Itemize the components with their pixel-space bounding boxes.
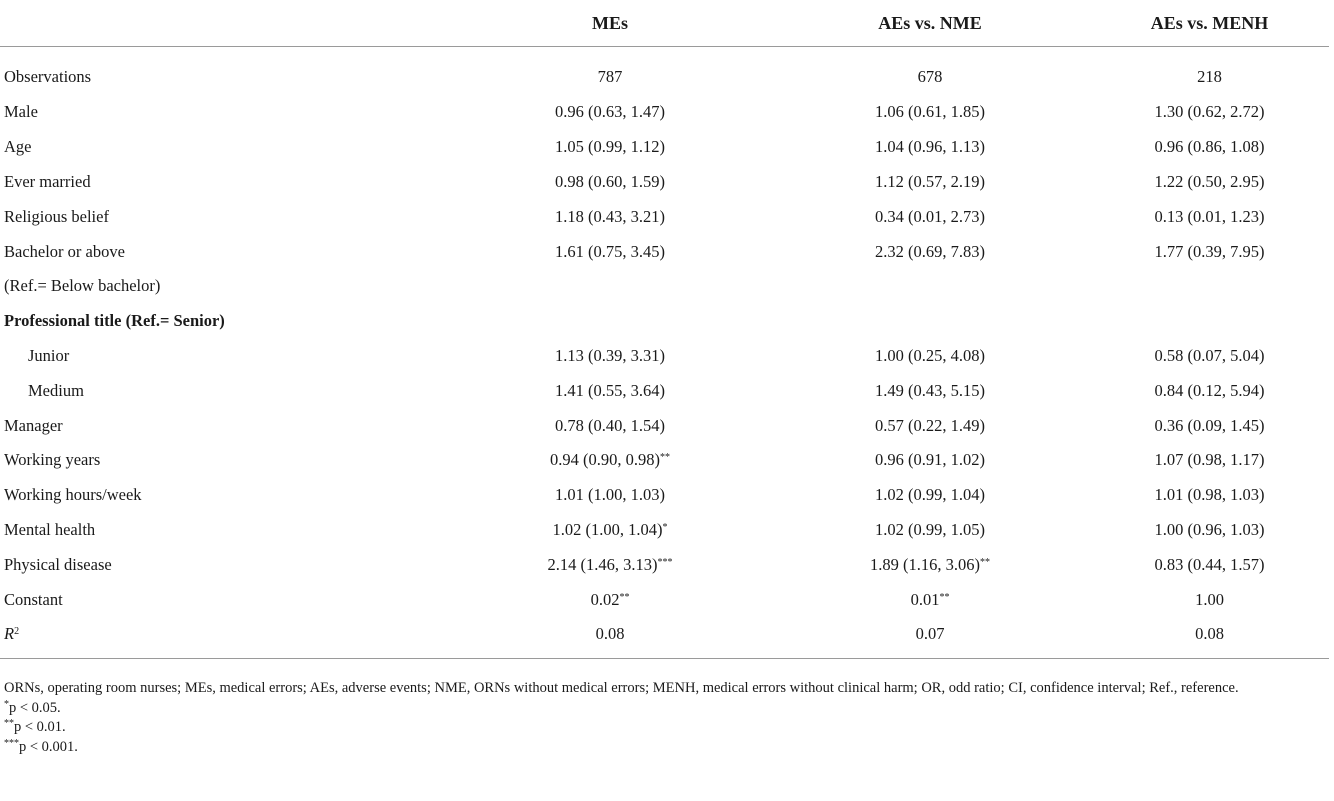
table-row [0,269,1329,304]
cell-value: 2.14 (1.46, 3.13) [547,554,658,574]
table-footnotes [4,679,1330,757]
cell-aes-vs-menh [1090,339,1329,374]
row-label-text: Mental health [4,519,96,539]
cell-aes-vs-menh [1090,617,1329,658]
cell-value: 0.57 (0.22, 1.49) [875,415,985,435]
row-label [0,617,450,658]
cell-aes-vs-menh [1090,408,1329,443]
cell-aes-vs-nme [770,199,1090,234]
row-label [0,234,450,269]
header-aes-vs-nme: AEs vs. NME [770,0,1090,47]
table-row [0,95,1329,130]
footnote-text: p < 0.001. [19,738,78,755]
row-label [0,47,450,96]
cell-value: 0.78 (0.40, 1.54) [555,415,665,435]
significance-mark: * [662,521,668,533]
row-label-text: Ever married [4,171,91,191]
cell-aes-vs-menh [1090,547,1329,582]
cell-value: 0.08 [595,624,625,644]
cell-aes-vs-nme [770,95,1090,130]
cell-value: 1.00 (0.25, 4.08) [875,345,985,365]
footnote-mark: *** [4,737,19,749]
row-label [0,199,450,234]
cell-aes-vs-nme [770,130,1090,165]
cell-value: 0.01 [910,589,940,609]
row-label [0,165,450,200]
cell-aes-vs-nme [770,478,1090,513]
cell-mes [450,478,770,513]
cell-value: 1.89 (1.16, 3.06) [870,554,980,574]
cell-value: 1.07 (0.98, 1.17) [1154,450,1265,470]
cell-mes [450,617,770,658]
row-label [0,304,450,339]
cell-mes [450,443,770,478]
cell-aes-vs-menh [1090,304,1329,339]
cell-aes-vs-menh [1090,269,1329,304]
table-row [0,165,1329,200]
table-row [0,130,1329,165]
row-label-text: Junior [28,345,70,365]
significance-mark: ** [660,452,670,464]
table-row [0,478,1329,513]
table-row [0,443,1329,478]
table-row [0,617,1329,658]
header-variable [0,0,450,47]
cell-value: 1.05 (0.99, 1.12) [555,137,665,157]
table-row [0,513,1329,548]
cell-value: 0.96 (0.63, 1.47) [555,102,665,122]
row-label-text: Working hours/week [4,485,142,505]
cell-value: 1.02 (0.99, 1.04) [875,485,985,505]
cell-value: 1.22 (0.50, 2.95) [1154,171,1265,191]
cell-aes-vs-nme [770,617,1090,658]
table-header-row [0,0,1329,47]
row-label [0,373,450,408]
row-label-text: Male [4,102,38,122]
table-row [0,547,1329,582]
cell-aes-vs-nme [770,165,1090,200]
cell-aes-vs-nme [770,582,1090,617]
row-label-text: Manager [4,415,63,435]
cell-mes [450,408,770,443]
cell-aes-vs-menh [1090,95,1329,130]
cell-value: 1.49 (0.43, 5.15) [875,380,985,400]
cell-value: 1.04 (0.96, 1.13) [875,137,985,157]
cell-aes-vs-nme [770,269,1090,304]
row-label [0,513,450,548]
cell-mes [450,47,770,96]
significance-mark: *** [657,556,673,568]
cell-aes-vs-menh [1090,199,1329,234]
footnote-text: p < 0.01. [14,719,66,735]
cell-value: 0.96 (0.91, 1.02) [875,450,985,470]
table-row [0,199,1329,234]
row-label-text: Bachelor or above [4,241,125,261]
cell-value: 0.08 [1195,624,1224,644]
table-row [0,373,1329,408]
row-label-text: Physical disease [4,554,112,574]
row-label-text: Constant [4,589,63,609]
significance-mark: ** [939,591,950,603]
cell-mes [450,199,770,234]
cell-value: 0.36 (0.09, 1.45) [1154,415,1265,435]
header-aes-vs-menh: AEs vs. MENH [1090,0,1329,47]
row-label-text: R [4,624,15,644]
cell-value: 0.94 (0.90, 0.98) [550,450,660,470]
cell-mes [450,339,770,374]
significance-mark: ** [619,591,630,603]
cell-value: 1.18 (0.43, 3.21) [555,206,665,226]
cell-value: 0.34 (0.01, 2.73) [875,206,985,226]
row-label [0,582,450,617]
cell-aes-vs-nme [770,304,1090,339]
footnote-abbreviations: ORNs, operating room nurses; MEs, medical errors; AEs, adverse events; NME, ORNs without medical errors; MENH, medical errors without clinical harm; OR, odd ratio; CI, confidence interval; Ref., reference. [4,680,1239,696]
cell-value: 0.07 [915,624,945,644]
header-mes: MEs [450,0,770,47]
cell-value: 0.83 (0.44, 1.57) [1154,554,1265,574]
cell-aes-vs-nme [770,234,1090,269]
row-label-text: Religious belief [4,206,109,226]
cell-aes-vs-menh [1090,47,1329,96]
cell-mes [450,582,770,617]
cell-value: 1.61 (0.75, 3.45) [555,241,665,261]
cell-value: 0.02 [590,589,620,609]
cell-value: 0.58 (0.07, 5.04) [1154,345,1265,365]
cell-aes-vs-menh [1090,165,1329,200]
row-label [0,408,450,443]
cell-aes-vs-menh [1090,478,1329,513]
cell-aes-vs-nme [770,47,1090,96]
cell-value: 1.77 (0.39, 7.95) [1154,241,1265,261]
cell-mes [450,373,770,408]
cell-value: 1.02 (0.99, 1.05) [875,519,985,539]
cell-aes-vs-nme [770,408,1090,443]
footnote-mark: * [4,698,9,710]
table-row [0,304,1329,339]
row-label-text: Age [4,137,32,157]
cell-aes-vs-menh [1090,234,1329,269]
cell-mes [450,165,770,200]
row-label [0,547,450,582]
cell-value: 0.98 (0.60, 1.59) [555,171,665,191]
cell-value: 1.13 (0.39, 3.31) [555,345,665,365]
cell-mes [450,130,770,165]
row-label-text: Medium [28,380,84,400]
footnote-text: p < 0.05. [9,699,61,716]
row-label [0,269,450,304]
cell-aes-vs-nme [770,443,1090,478]
cell-value: 218 [1197,67,1222,86]
row-label [0,130,450,165]
cell-aes-vs-menh [1090,582,1329,617]
table-row [0,339,1329,374]
cell-value: 1.01 (1.00, 1.03) [555,485,665,505]
significance-mark: ** [980,556,990,568]
cell-value: 678 [917,67,943,86]
row-label [0,443,450,478]
footnote-sig-005 [4,699,1330,719]
cell-aes-vs-nme [770,373,1090,408]
footnote-sig-001 [4,718,1330,738]
cell-value: 1.06 (0.61, 1.85) [875,102,985,122]
row-label-superscript: 2 [14,626,20,638]
cell-mes [450,547,770,582]
cell-value: 0.84 (0.12, 5.94) [1154,380,1265,400]
cell-value: 1.00 (0.96, 1.03) [1154,519,1265,539]
cell-value: 1.12 (0.57, 2.19) [875,171,985,191]
cell-mes [450,304,770,339]
cell-aes-vs-menh [1090,443,1329,478]
table-row [0,234,1329,269]
table-row [0,47,1329,96]
footnote-sig-0001 [4,738,1330,758]
cell-value: 1.01 (0.98, 1.03) [1154,485,1265,505]
table-row [0,408,1329,443]
table-row [0,582,1329,617]
row-label-text: Working years [4,450,101,470]
cell-value: 0.13 (0.01, 1.23) [1154,206,1265,226]
cell-mes [450,95,770,130]
table-body [0,47,1329,659]
cell-aes-vs-menh [1090,130,1329,165]
cell-mes [450,234,770,269]
cell-aes-vs-nme [770,513,1090,548]
cell-aes-vs-nme [770,339,1090,374]
cell-value: 1.41 (0.55, 3.64) [555,380,665,400]
row-label-text: (Ref.= Below bachelor) [4,276,161,296]
row-label-text: Professional title (Ref.= Senior) [4,311,225,331]
cell-value: 0.96 (0.86, 1.08) [1154,137,1265,157]
cell-aes-vs-menh [1090,373,1329,408]
cell-aes-vs-menh [1090,513,1329,548]
cell-value: 1.00 [1195,589,1224,609]
row-label [0,478,450,513]
cell-value: 787 [597,67,623,86]
cell-mes [450,513,770,548]
footnote-mark: ** [4,718,14,729]
cell-value: 1.02 (1.00, 1.04) [552,519,663,539]
cell-mes [450,269,770,304]
cell-value: 1.30 (0.62, 2.72) [1154,102,1265,122]
cell-aes-vs-nme [770,547,1090,582]
row-label-text: Observations [4,67,92,86]
cell-value: 2.32 (0.69, 7.83) [875,241,985,261]
row-label [0,95,450,130]
row-label [0,339,450,374]
